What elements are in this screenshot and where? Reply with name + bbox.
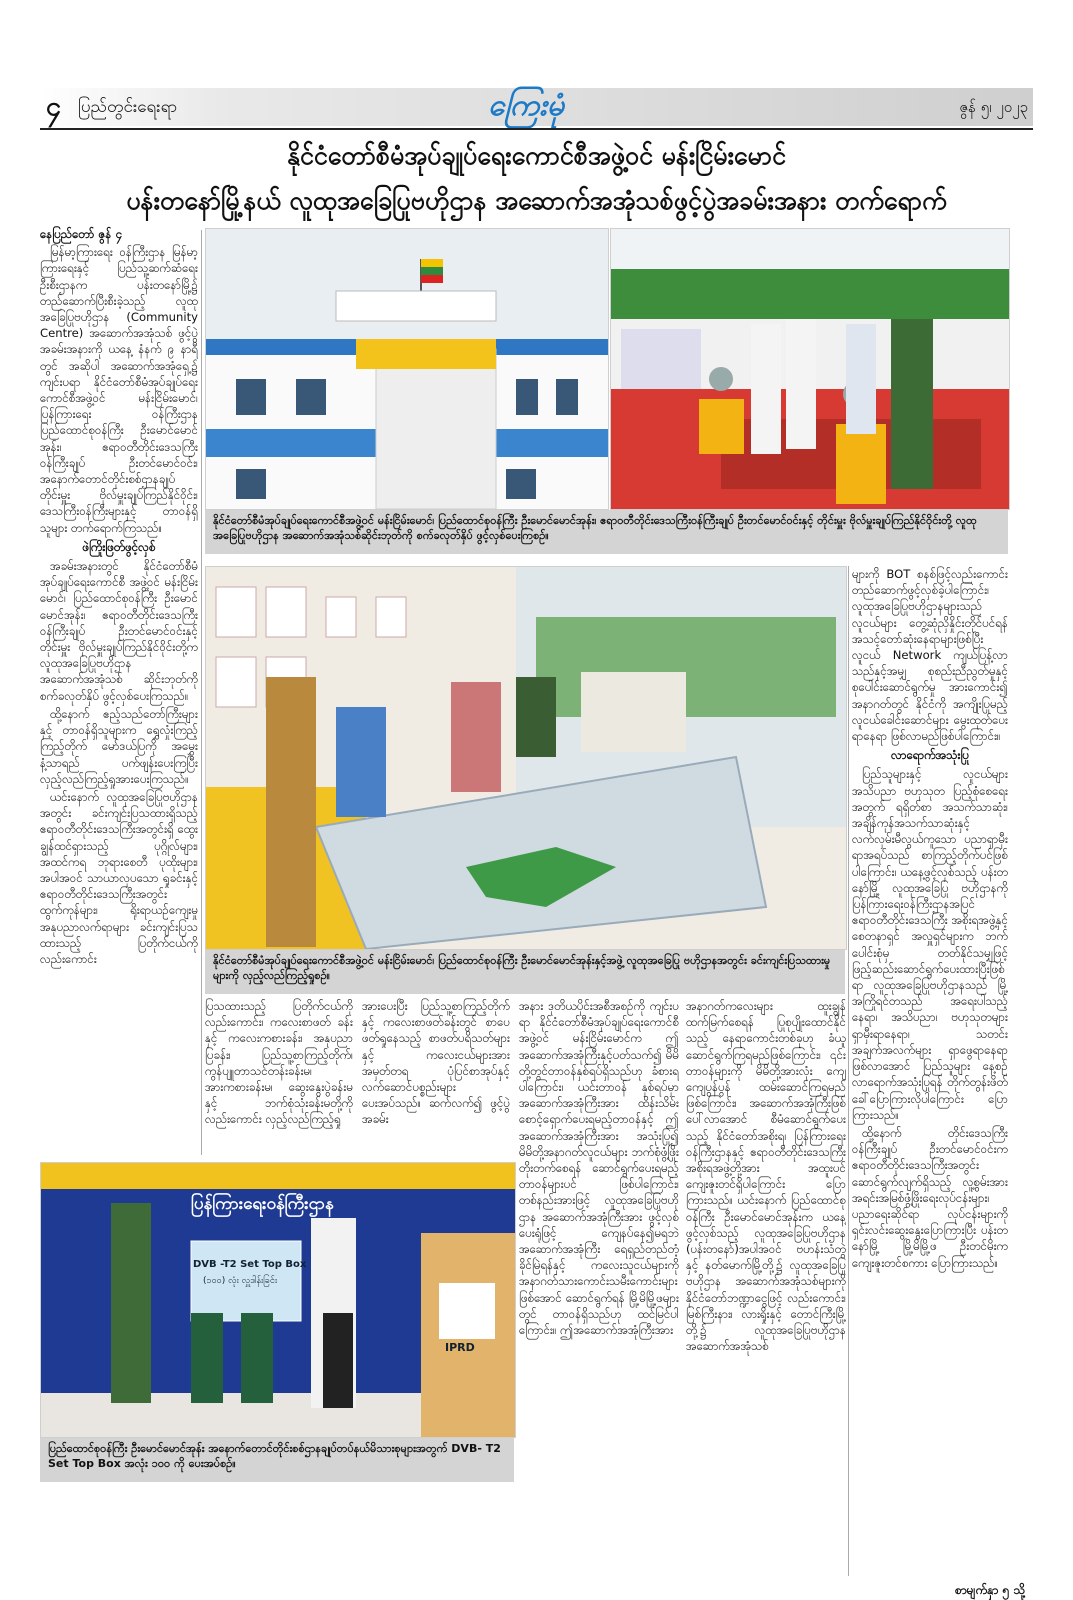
board-title: DVB -T2 Set Top Box [193,1259,307,1270]
subheading: ဖဲကြိုးဖြတ်ဖွင့်လှစ် [82,539,156,554]
headline-line-1: နိုင်ငံတော်စီမံအုပ်ချုပ်ရေးကောင်စီအဖွဲ့ဝင် မန်းငြိမ်းမောင် [287,141,786,170]
headline-line-2: ပန်းတနော်မြို့နယ် လူထုအခြေပြုဗဟိုဌာန အဆောက်အအုံသစ်ဖွင့်ပွဲအခမ်းအနား တက်ရောက် [126,186,947,215]
photo-exhibition [205,566,847,950]
byline: နေပြည်တော် ဇွန် ၄ [40,227,122,241]
paragraph: ပြည်သူများနှင့် လူငယ်များ အသိပညာ ဗဟုသုတ ပြည့်စုံစေရေးအတွက် ရရှိတ်စာ အသက်သာဆုံး၊ အချိန်ကုန်အသက်သာဆုံးနှင့် လက်လှမ်းမီလွယ်ကူသော ပညာရှာမှီးရာအရပ်သည် စာကြည့်တိုက်ပင်ဖြစ်ပါကြောင်း၊ ယနေ့ဖွင့်လှစ်သည့် ပန်းတနော်မြို့ လူထုအခြေပြု ဗဟိုဌာနကို ပြန်ကြားရေးဝန်ကြီးဌာနအပြင် ဧရာဝတီတိုင်းဒေသကြီး အစိုးရအဖွဲ့နှင့် စေတနာရှင် အလှူရှင်များက ဘက်ပေါင်းစုံမှ တတ်နိုင်သမျှဖြင့် ဖြည့်ဆည်းဆောင်ရွက်ပေးထားပြီးဖြစ်ရာ လူထုအခြေပြုဗဟိုဌာနသည် မြို့အကြိုရင်တသည် အရေးပါသည့် နေရာ၊ အသိပညာ၊ ဗဟုသုတများ ရှာမှီးရာနေရာ၊ သတင်းအချက်အလက်များ ရှာဖွေရာနေရာ ဖြစ်လာအောင် ပြည်သူများ နေ့စဉ် လာရောက်အသုံးပြုရန် တိုက်တွန်းဖိတ်ခေါ်ပြောကြားလိုပါကြောင်း ပြောကြားသည်။ [852,767,1008,1122]
paragraph: အနား ဒုတိယပိုင်းအစီအစဉ်ကို ကျင်းပရာ နိုင်ငံတော်စီမံအုပ်ချုပ်ရေးကောင်စီအဖွဲ့ဝင် မန်းငြိမ်းမောင်က ဤအဆောက်အအုံကြီးနှင့်ပတ်သက်၍ မိမိတို့တွင်တာဝန်နှစ်ရပ်ရှိသည်ဟု ခံစားရပါကြောင်း၊ ယင်းတာဝန် နှစ်ရပ်မှာ အဆောက်အအုံကြီးအား ထိန်းသိမ်းစောင့်ရှောက်ပေးရမည့်တာဝန်နှင့် ဤအဆောက်အအုံကြီးအား အသုံးပြု၍ မိမိတို့အနာဂတ်လူငယ်များ ဘက်စုံဖွံ့ဖြိုး တိုးတက်စေရန် ဆောင်ရွက်ပေးရမည့် တာဝန်များပင် ဖြစ်ပါကြောင်း၊ တစ်နည်းအားဖြင့် လူထုအခြေပြုဗဟိုဌာန အဆောက်အအုံကြီးအား ဖွင့်လှစ်ပေးရုံဖြင့် ကျေနပ်နေ၍မရဘဲ အဆောက်အအုံကြီး ရေရှည်တည်တံ့ခိုင်မြဲရန်နှင့် ကလေးသူငယ်များကို အနာဂတ်သားကောင်းသမီးကောင်းများ ဖြစ်အောင် ဆောင်ရွက်ရန် မြို့မိမြို့ဖများတွင် တာဝန်ရှိသည်ဟု ထင်မြင်ပါကြောင်း။ ဤအဆောက်အအုံကြီးအား [519,999,679,1338]
building-illustration [206,229,608,509]
paragraph: မြန်မာ့ကြားရေး ဝန်ကြီးဌာန မြန်မာ့ကြားရေးနှင့် ပြည်သူ့ဆက်ဆံရေးဦးစီးဌာနက ပန်းတနော်မြို့၌ တည်ဆောက်ပြီးစီးခဲ့သည့် လူထုအခြေပြုဗဟိုဌာန (Community Centre) အဆောက်အအုံသစ် ဖွင့်ပွဲအခမ်းအနားကို ယနေ့ နံနက် ၉ နာရီတွင် အဆိုပါ အဆောက်အအုံရှေ့၌ ကျင်းပရာ နိုင်ငံတော်စီမံအုပ်ချုပ်ရေး ကောင်စီအဖွဲ့ဝင် မန်းငြိမ်းမောင်၊ ပြန်ကြားရေး ဝန်ကြီးဌာန ပြည်ထောင်စုဝန်ကြီး ဦးမောင်မောင်အုန်း၊ ဧရာဝတီတိုင်းဒေသကြီး ဝန်ကြီးချုပ် ဦးတင်မောင်ဝင်း၊ အနောက်တောင်တိုင်းစစ်ဌာနချုပ်တိုင်းမှူး ဗိုလ်မှူးချုပ်ကြည်နိုင်ဝိုင်း၊ ဒေသကြီးဝန်ကြီးများနှင့် တာဝန်ရှိသူများ တက်ရောက်ကြသည်။ [40,245,198,535]
paragraph: ပြသထားသည့် ပြတိုက်ငယ်ကို လည်းကောင်း၊ ကလေးစာဖတ် ခန်းနှင့် ကလေးကစားခန်း၊ အနုပညာပြခန်း၊ ပြည်သူ့စာကြည့်တိုက်၊ ကွန်ပျူတာသင်တန်းခန်းမ၊ အားကစားခန်းမ၊ ဆွေးနွေးပွဲခန်းမနှင့် ဘက်စုံသုံးခန်းမတို့ကို လည်းကောင်း လှည့်လည်ကြည့်ရှု [205,999,353,1127]
ceremony-illustration [611,229,1009,509]
photo-caption-2: နိုင်ငံတော်စီမံအုပ်ချုပ်ရေးကောင်စီအဖွဲ့ဝင် မန်းငြိမ်းမောင်၊ ပြည်ထောင်စုဝန်ကြီး ဦးမောင်မောင်အုန်းနှင့်အဖွဲ့ လူထုအခြေပြု ဗဟိုဌာနအတွင်း ခင်းကျင်းပြသထားမှုများကို လှည့်လည်ကြည့်ရှုစဉ်။ [205,950,845,994]
continued-marker: စာမျက်နှာ ၅ သို့ [954,1583,1025,1597]
column-divider [848,566,849,1576]
paragraph: ထို့နောက် ဧည့်သည်တော်ကြီးများနှင့် တာဝန်ရှိသူများက ရွှေလှုံးကြည့်ကြည့်တိုက် မော်ဒယ်ပြကို အမွှေးနံ့သာရည် ပက်ဖျန်းပေးကြပြီး လှည့်လည်ကြည့်ရှုအားပေးကြသည်။ [40,706,198,786]
masthead-logo: ကြေးမုံ [488,88,565,123]
paragraph: ယင်းနောက် လူထုအခြေပြုဗဟိုဌာနအတွင်း ခင်းကျင်းပြသထားရှိသည့် ဧရာဝတီတိုင်းဒေသကြီးအတွင်းရှိ ထွေးချွန်ထင်ရှားသည့် ပုဂ္ဂိုလ်များ၊ အထင်ကရ ဘုရားစေတီ ပုထိုးများ၊ အပါအဝင် သာယာလှပသော ရှုခင်းနှင့် ဧရာဝတီတိုင်းဒေသကြီးအတွင်း ထွက်ကုန်များ၊ ရိုးရာယဉ်ကျေးမှု အနုပညာလက်ရာများ ခင်းကျင်းပြသထားသည့် ပြတိုက်ငယ်ကို လည်းကောင်း [40,789,198,966]
article-column-3 [362,998,510,1158]
exhibition-illustration [206,567,846,949]
paragraph: ထို့နောက် တိုင်းဒေသကြီးဝန်ကြီးချုပ် ဦးတင်မောင်ဝင်းက ဧရာဝတီတိုင်းဒေသကြီးအတွင်း ဆောင်ရွက်လျက်ရှိသည့် လူ့စွမ်းအားအရင်းအမြစ်ဖွံ့ဖြိုးရေးလုပ်ငန်းများ၊ ပညာရေးဆိုင်ရာ လုပ်ငန်းများကို ရှင်းလင်းဆွေးနွေးပြောကြားပြီး ပန်းတနော်မြို့ မြို့မိမြို့ဖ ဦးတင်မိုးက ကျေးဇူးတင်စကား ပြောကြားသည်။ [852,1125,1008,1270]
subheading: လာရောက်အသုံးပြု [890,748,970,763]
article-column-1 [40,226,198,1156]
photo-building [205,228,609,510]
article-column-6 [852,566,1008,1578]
paragraph: အနာဂတ်ကလေးများ ထူးချွန်ထက်မြက်စေရန် ပြုစုပျိုးထောင်နိုင်သည့် နေရာကောင်းတစ်ခုဟု ခံယူဆောင်ရွက်ကြရမည်ဖြစ်ကြောင်း၊ ၎င်းတာဝန်များကို မိမိတို့အားလုံး ကျေကျေပွန်ပွန် ထမ်းဆောင်ကြရမည်ဖြစ်ကြောင်း၊ အဆောက်အအုံကြီးဖြစ်ပေါ်လာအောင် စီမံဆောင်ရွက်ပေးသည့် နိုင်ငံတော်အစိုးရ၊ ပြန်ကြားရေးဝန်ကြီးဌာနနှင့် ဧရာဝတီတိုင်းဒေသကြီး အစိုးရအဖွဲ့တို့အား အထူးပင်ကျေးဇူးတင်ရှိပါကြောင်း ပြောကြားသည်။ ယင်းနောက် ပြည်ထောင်စုဝန်ကြီး ဦးမောင်မောင်အုန်းက ယနေ့ဖွင့်လှစ်သည့် လူထုအခြေပြုဗဟိုဌာန (ပန်းတနော်)အပါအဝင် ဗဟန်းသံတွဲနှင့် နတ်မောက်မြို့တို့၌ လူထုအခြေပြုဗဟိုဌာန အဆောက်အအုံသစ်များကို နိုင်ငံတော်ဘဏ္ဍာငွေဖြင့် လည်းကောင်း၊ မြစ်ကြီးနား၊ လားရှိုးနှင့် တောင်ကြီးမြို့တို့၌ လူထုအခြေပြုဗဟိုဌာန အဆောက်အအုံသစ် [686,999,846,1354]
article-column-2 [205,998,353,1158]
article-column-4 [519,998,679,1478]
page-number: ၄ [46,91,62,122]
paragraph: အားပေးပြီး ပြည်သူ့စာကြည့်တိုက်နှင့် ကလေးစာဖတ်ခန်းတွင် စာပေဖတ်ရှုနေသည့် စာဖတ်ပရိသတ်များနှင့် ကလေးငယ်များအား အမှတ်တရ ပုံပြင်စာအုပ်နှင့် လက်ဆောင်ပစ္စည်းများ ပေးအပ်သည်။ ဆက်လက်၍ ဖွင့်ပွဲအခမ်း [362,999,510,1127]
photo-caption-1: နိုင်ငံတော်စီမံအုပ်ချုပ်ရေးကောင်စီအဖွဲ့ဝင် မန်းငြိမ်းမောင်၊ ပြည်ထောင်စုဝန်ကြီး ဦးမောင်မောင်အုန်း၊ ဧရာဝတီတိုင်းဒေသကြီးဝန်ကြီးချုပ် ဦးတင်မောင်ဝင်းနှင့် တိုင်းမှူး ဗိုလ်မှူးချုပ်ကြည်နိုင်ဝိုင်းတို့ လူထုအခြေပြုဗဟိုဌာန အဆောက်အအုံသစ်ဆိုင်းဘုတ်ကို စက်ခလုတ်နှိပ် ဖွင့်လှစ်ပေးကြစဉ်။ [205,510,1008,554]
photo-caption-3: ပြည်ထောင်စုဝန်ကြီး ဦးမောင်မောင်အုန်း အနောက်တောင်တိုင်းစစ်ဌာနချုပ်တပ်နယ်မိသားစုများအတွက် DVB- T2 Set Top Box အလုံး ၁၀၀ ကို ပေးအပ်စဉ်။ [40,1438,514,1482]
board-subtitle: (၁၀၀) လုံး လှူဒါန်းခြင်း [203,1276,278,1286]
iprd-logo: IPRD [445,1341,475,1354]
banner-text: ပြန်ကြားရေးဝန်ကြီးဌာန [191,1194,334,1214]
header-rule [40,128,1033,130]
paragraph: အခမ်းအနားတွင် နိုင်ငံတော်စီမံအုပ်ချုပ်ရေးကောင်စီ အဖွဲ့ဝင် မန်းငြိမ်းမောင်၊ ပြည်ထောင်စုဝန်ကြီး ဦးမောင်မောင်အုန်း၊ ဧရာဝတီတိုင်းဒေသကြီးဝန်ကြီးချုပ် ဦးတင်မောင်ဝင်းနှင့် တိုင်းမှူး ဗိုလ်မှူးချုပ်ကြည်နိုင်ဝိုင်းတို့က လူထုအခြေပြုဗဟိုဌာန အဆောက်အအုံသစ် ဆိုင်းဘုတ်ကို စက်ခလုတ်နှိပ် ဖွင့်လှစ်ပေးကြသည်။ [40,559,198,703]
photo-donation [40,1162,516,1438]
paragraph: များကို BOT စနစ်ဖြင့်လည်းကောင်း တည်ဆောက်ဖွင့်လှစ်ခဲ့ပါကြောင်း၊ လူထုအခြေပြုဗဟိုဌာနများသည် လူငယ်များ တွေ့ဆုံညှိနှိုင်းတိုင်ပင်ရန် အသင့်တော်ဆုံးနေရာများဖြစ်ပြီး လူငယ် Network ကျယ်ပြန့်လာသည်နှင့်အမျှ စုစည်းညီညွတ်မှုနှင့် စုပေါင်းဆောင်ရွက်မှု အားကောင်း၍ အနာဂတ်တွင် နိုင်ငံကို အကျိုးပြုမည့် လူငယ်ခေါင်းဆောင်များ မွေးထုတ်ပေးရာနေရာ ဖြစ်လာမည်ဖြစ်ပါကြောင်း။ [852,567,1008,744]
article-column-5 [686,998,846,1478]
photo-ceremony [610,228,1010,510]
issue-date: ဇွန် ၅၊ ၂၀၂၃ [959,98,1028,116]
section-name: ပြည်တွင်းရေးရာ [78,97,178,117]
column-divider [201,230,202,1155]
